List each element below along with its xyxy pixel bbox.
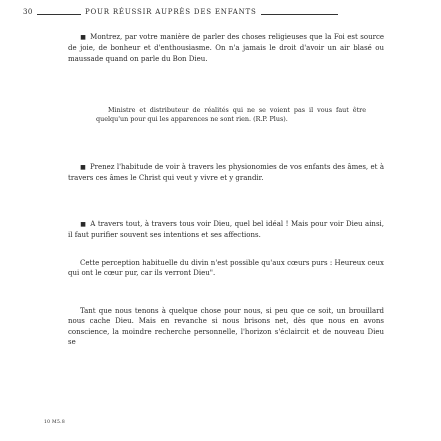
paragraph-3-text: Prenez l'habitude de voir à travers les physionomies de vos enfants des âmes, et à travers ces âmes le Christ qui veut y vivre et y grandir. [68, 163, 384, 183]
running-title: POUR RÉUSSIR AUPRÈS DES ENFANTS [81, 8, 261, 16]
bullet-icon: ■ [80, 221, 87, 228]
running-header [23, 9, 423, 21]
paragraph-6 [68, 306, 384, 347]
paragraph-1-text: Montrez, par votre manière de parler des choses religieuses que la Foi est source de joie, de bonheur et d'enthousiasme. On n'a jamais le droit d'avoir un air blasé ou maussade quand on parle du Bon Dieu. [68, 33, 385, 63]
paragraph-3 [68, 162, 384, 184]
quote-paragraph [96, 106, 366, 125]
paragraph-6-text: Tant que nous tenons à quelque chose pour nous, si peu que ce soit, un brouillard nous cache Dieu. Mais en revanche si nous brisons net, dès que nous en avons conscience, la moindre recherche personnelle, l'horizon s'éclaircit et de nouveau Dieu se [68, 307, 384, 346]
printer-footer-code: 10 M5.8 [44, 420, 66, 425]
paragraph-1 [68, 32, 384, 64]
page-number: 30 [23, 8, 37, 16]
quote-text: Ministre et distributeur de réalités qui ne se voient pas il vous faut être quelqu'un pour qui les apparences ne sont rien. (R.P. Plus). [96, 106, 366, 124]
bullet-icon: ■ [80, 164, 86, 171]
paragraph-4 [68, 219, 384, 241]
bullet-icon: ■ [80, 34, 87, 41]
paragraph-5 [68, 258, 384, 279]
paragraph-5-text: Cette perception habituelle du divin n'est possible qu'aux cœurs purs : Heureux ceux qui ont le cœur pur, car ils verront Dieu". [68, 259, 384, 278]
paragraph-4-text: A travers tout, à travers tous voir Dieu, quel bel idéal ! Mais pour voir Dieu ainsi, il faut purifier souvent ses intentions et ses affections. [68, 220, 384, 240]
